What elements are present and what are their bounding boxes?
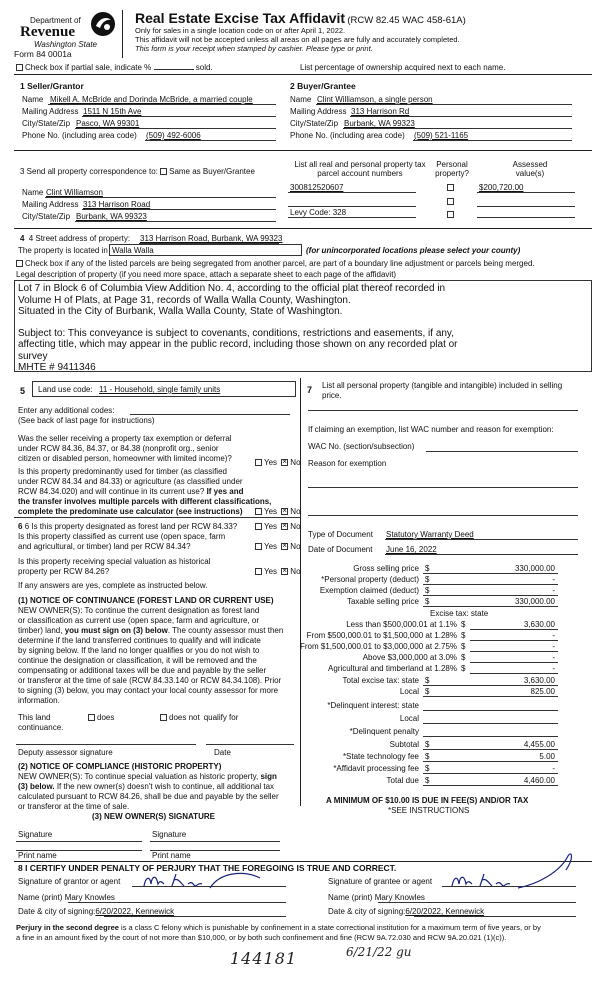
handwritten-date: 6/21/22 gu bbox=[346, 945, 412, 959]
subtitle-3: This form is your receipt when stamped by cashier. Please type or print. bbox=[135, 44, 373, 53]
street-address-label: 4 Street address of property: bbox=[28, 234, 131, 243]
does-not-option: does not qualify for bbox=[160, 713, 238, 722]
exemption-deduct-cur: $ bbox=[425, 586, 430, 595]
total-state-label: Total excise tax: state bbox=[342, 676, 419, 685]
tier2-value[interactable]: - bbox=[552, 631, 555, 640]
timber-q-line3: RCW 84.34.020) and will continue in its current use? If yes and bbox=[18, 487, 244, 496]
form-title bbox=[135, 10, 466, 27]
buyer-city-label: City/State/Zip bbox=[290, 119, 339, 128]
local-tax-label: Local bbox=[399, 687, 419, 696]
exemption-deduct-value[interactable]: - bbox=[552, 586, 555, 595]
exemption-q-line3: citizen or disabled person, homeowner with limited income)? bbox=[18, 454, 232, 463]
seller-address-label: Mailing Address bbox=[22, 107, 79, 116]
exemption-q-line2: under RCW 84.36, 84.37, or 84.38 (nonprofit org., senior bbox=[18, 444, 219, 453]
notice1-line8: or transferor at the time of sale (RCW 84.33.140 or RCW 84.34.108). Prior bbox=[18, 676, 282, 685]
tech-fee-value[interactable]: 5.00 bbox=[539, 752, 555, 761]
delinquent-penalty-label: *Delinquent penalty bbox=[349, 727, 419, 736]
seller-phone-label: Phone No. (including area code) bbox=[22, 131, 137, 140]
total-state-value[interactable]: 3,630.00 bbox=[523, 676, 555, 685]
legal-line-3: Situated in the City of Burbank, Walla Walla County, State of Washington. bbox=[18, 306, 343, 317]
legal-line-7: MHTE # 9411346 bbox=[18, 362, 96, 373]
personal-property-col-header: Personal property? bbox=[435, 160, 469, 179]
tier4-label: Above $3,000,000 at 3.0% bbox=[362, 653, 457, 662]
taxable-price-cur: $ bbox=[425, 597, 430, 606]
historic-q-line1: Is this property receiving special valuation as historical bbox=[18, 557, 211, 566]
personal-deduct-value[interactable]: - bbox=[552, 575, 555, 584]
assessed-value-1[interactable]: $200,720.00 bbox=[479, 183, 524, 192]
tier3-value[interactable]: - bbox=[552, 642, 555, 651]
exemption-reason-label: Reason for exemption bbox=[308, 459, 387, 468]
section5-number: 5 bbox=[20, 386, 26, 396]
exemption-deduct-label: Exemption claimed (deduct) bbox=[319, 586, 419, 595]
located-in-label: The property is located in bbox=[18, 246, 108, 255]
logo-revenue: Revenue bbox=[20, 24, 75, 40]
grantee-signature[interactable] bbox=[448, 848, 588, 892]
taxable-price-value[interactable]: 330,000.00 bbox=[514, 597, 555, 606]
personal-property-checkbox-2[interactable] bbox=[447, 198, 454, 205]
partial-sale-checkbox[interactable] bbox=[16, 64, 23, 71]
form-number: Form 84 0001a bbox=[14, 49, 72, 59]
timber-q-line5: complete the predominate use calculator (see instructions) bbox=[18, 507, 243, 516]
forest-q-yesno: Yes × No bbox=[255, 522, 301, 531]
seller-phone[interactable]: (509) 492-6006 bbox=[146, 131, 201, 140]
legal-description-box[interactable] bbox=[14, 280, 592, 372]
subtitle-1: Only for sales in a single location code on or after April 1, 2022. bbox=[135, 26, 346, 35]
exemption-q-yesno: Yes × No bbox=[255, 458, 301, 467]
correspondence-label: 3 Send all property correspondence to: bbox=[20, 167, 158, 176]
legal-description-label: Legal description of property (if you need more space, attach a separate sheet to each page of the affidavit) bbox=[16, 270, 397, 279]
personal-property-line1: List all personal property (tangible and intangible) included in selling bbox=[322, 381, 563, 390]
affidavit-fee-label: *Affidavit processing fee bbox=[333, 764, 419, 773]
partial-sale-sold: sold. bbox=[195, 63, 213, 72]
personal-deduct-label: *Personal property (deduct) bbox=[321, 575, 419, 584]
current-use-q-line1: Is this property classified as current use (open space, farm bbox=[18, 532, 226, 541]
current-use-yes-checkbox[interactable] bbox=[255, 543, 262, 550]
timber-yes-checkbox[interactable] bbox=[255, 508, 262, 515]
owner-print-name-label-1: Print name bbox=[18, 851, 57, 860]
does-not-checkbox[interactable] bbox=[160, 714, 167, 721]
tier5-value[interactable]: - bbox=[552, 664, 555, 673]
tier3-label: From $1,500,000.01 to $3,000,000 at 2.75% bbox=[300, 642, 458, 651]
corr-city[interactable]: Burbank, WA 99323 bbox=[76, 212, 147, 221]
gross-price-value[interactable]: 330,000.00 bbox=[514, 564, 555, 573]
grantor-name[interactable]: Mary Knowles bbox=[64, 893, 115, 902]
this-land-label: This land bbox=[18, 713, 51, 722]
logo-washington: Washington State bbox=[34, 40, 98, 49]
buyer-phone-label: Phone No. (including area code) bbox=[290, 131, 405, 140]
grantee-date-city[interactable]: 6/20/2022, Kennewick bbox=[405, 907, 485, 916]
historic-q-yesno: Yes × No bbox=[255, 567, 301, 576]
corr-name-label: Name bbox=[22, 188, 44, 197]
segregated-row bbox=[16, 259, 535, 268]
deputy-date-label: Date bbox=[214, 748, 231, 757]
forest-no-checkbox[interactable] bbox=[281, 523, 288, 530]
county-select[interactable] bbox=[109, 244, 302, 256]
land-use-code[interactable]: 11 - Household, single family units bbox=[99, 385, 221, 394]
notice2-line4: or transferor at the time of sale. bbox=[18, 802, 130, 811]
current-use-no-checkbox[interactable] bbox=[281, 543, 288, 550]
legal-line-4: Subject to: This conveyance is subject to covenants, conditions, restrictions and easements, if any, bbox=[18, 327, 454, 339]
notice1-line3: timber) land, you must sign on (3) below. The county assessor must then bbox=[18, 626, 284, 635]
notice1-line6: continue the designation or classification, it will be removed and the bbox=[18, 656, 257, 665]
subtotal-label: Subtotal bbox=[389, 740, 419, 749]
notice1-line7: compensating or additional taxes will be due and payable by the seller bbox=[18, 666, 267, 675]
timber-q-line2: under RCW 84.34 and 84.33) or agriculture (as classified under bbox=[18, 477, 243, 486]
same-as-buyer-checkbox[interactable] bbox=[160, 168, 167, 175]
corr-city-label: City/State/Zip bbox=[22, 212, 71, 221]
additional-codes-label: Enter any additional codes: bbox=[18, 406, 115, 415]
notice-compliance-title: (2) NOTICE OF COMPLIANCE (HISTORIC PROPERTY) bbox=[18, 762, 222, 771]
excise-state-label: Excise tax: state bbox=[430, 609, 489, 618]
tier1-value[interactable]: 3,630.00 bbox=[523, 620, 555, 629]
segregated-checkbox[interactable] bbox=[16, 260, 23, 267]
washington-logo-icon bbox=[90, 10, 116, 40]
forest-q: 6 6 Is this property designated as forest land per RCW 84.33? bbox=[18, 522, 238, 531]
partial-sale-row bbox=[16, 63, 213, 72]
grantee-name[interactable]: Mary Knowles bbox=[374, 893, 425, 902]
tier5-label: Agricultural and timberland at 1.28% bbox=[328, 664, 457, 673]
buyer-phone[interactable]: (509) 521-1165 bbox=[414, 131, 469, 140]
land-use-box[interactable] bbox=[32, 381, 296, 397]
exemption-claim-label: If claiming an exemption, list WAC number and reason for exemption: bbox=[308, 425, 554, 434]
buyer-name[interactable]: Clint Williamson, a single person bbox=[317, 95, 433, 104]
tech-fee-label: *State technology fee bbox=[342, 752, 419, 761]
see-instructions-note: *SEE INSTRUCTIONS bbox=[388, 806, 470, 815]
seller-name[interactable]: Mikell A. McBride and Dorinda McBride, a married couple bbox=[50, 95, 253, 104]
new-owner-signature-title: (3) NEW OWNER(S) SIGNATURE bbox=[92, 812, 215, 821]
subtitle-2: This affidavit will not be accepted unless all areas on all pages are fully and accurately completed. bbox=[135, 35, 460, 44]
timber-no-checkbox[interactable] bbox=[281, 508, 288, 515]
taxable-price-label: Taxable selling price bbox=[346, 597, 419, 606]
street-address[interactable]: 313 Harrison Road, Burbank, WA 99323 bbox=[140, 234, 283, 243]
notice-continuance-title: (1) NOTICE OF CONTINUANCE (FOREST LAND OR CURRENT USE) bbox=[18, 596, 274, 605]
title-ref: (RCW 82.45 WAC 458-61A) bbox=[347, 15, 466, 26]
grantee-name-row: Name (print) Mary Knowles bbox=[328, 893, 425, 902]
notice1-line2: or classification as current use (open space, farm and agriculture, or bbox=[18, 616, 260, 625]
delinquent-state-label: *Delinquent interest: state bbox=[327, 701, 419, 710]
delinquent-local-label: Local bbox=[399, 714, 419, 723]
seller-address[interactable]: 1511 N 15th Ave bbox=[83, 107, 142, 116]
historic-no-checkbox[interactable] bbox=[281, 568, 288, 575]
doc-type-label: Type of Document bbox=[308, 530, 373, 539]
section7-number: 7 bbox=[307, 385, 313, 395]
notice2-line3: calculated pursuant to RCW 84.26, shall be due and payable by the seller bbox=[18, 792, 279, 801]
seller-heading: 1 Seller/Grantor bbox=[20, 81, 84, 91]
see-back-label: (See back of last page for instructions) bbox=[18, 416, 155, 425]
grantee-signature-label: Signature of grantee or agent bbox=[328, 877, 433, 886]
legal-line-5: affecting title, which may appear in the public record, including those shown on any recorded plat or bbox=[18, 339, 458, 350]
gross-price-label: Gross selling price bbox=[353, 564, 419, 573]
legal-line-2: Volume H of Plats, at Page 31, records of Walla Walla County, Washington. bbox=[18, 294, 351, 306]
same-as-buyer-label: Same as Buyer/Grantee bbox=[169, 167, 255, 176]
segregated-label: Check box if any of the listed parcels are being segregated from another parcel, are part of a boundary line adjustment or parcels being merged. bbox=[25, 259, 535, 268]
assessed-value-col-header: Assessed value(s) bbox=[512, 160, 548, 179]
continuance-label: continuance. bbox=[18, 723, 64, 732]
doc-date-label: Date of Document bbox=[308, 545, 373, 554]
notice1-line5: by signing below. If the land no longer qualifies or you do not wish to bbox=[18, 646, 260, 655]
grantor-date-city[interactable]: 6/20/2022, Kennewick bbox=[95, 907, 175, 916]
ownership-percentage-note: List percentage of ownership acquired next to each name. bbox=[300, 63, 506, 72]
local-tax-value[interactable]: 825.00 bbox=[530, 687, 555, 696]
county-value: Walla Walla bbox=[112, 246, 154, 255]
legal-line-6: survey bbox=[18, 350, 48, 362]
current-use-q-line2: and agricultural, or timber) land per RCW 84.34? bbox=[18, 542, 191, 551]
logo-department: Department of bbox=[30, 16, 81, 25]
buyer-heading: 2 Buyer/Grantee bbox=[290, 81, 356, 91]
buyer-name-label: Name bbox=[290, 95, 312, 104]
perjury-line2: a fine in an amount fixed by the court of not more than $10,000, or by both such confinement and fine (RCW 9A.72.030 and RCW 9A.20.021 (1)(c)). bbox=[16, 933, 507, 942]
owner-signature-label-1: Signature bbox=[18, 830, 53, 839]
tier4-value[interactable]: - bbox=[552, 653, 555, 662]
timber-q-line4: the transfer involves multiple parcels with different classifications, bbox=[18, 497, 272, 506]
notice1-line4: determine if the land transferred continues to qualify and will indicate bbox=[18, 636, 261, 645]
seller-city[interactable]: Pasco, WA 99301 bbox=[76, 119, 140, 128]
affidavit-fee-value[interactable]: - bbox=[552, 764, 555, 773]
forest-yes-checkbox[interactable] bbox=[255, 523, 262, 530]
buyer-address[interactable]: 313 Harrison Rd bbox=[351, 107, 410, 116]
notice1-line9: to signing (3) below, you may contact your local county assessor for more bbox=[18, 686, 279, 695]
legal-line-1: Lot 7 in Block 6 of Columbia View Addition No. 4, according to the official plat thereof recorded in bbox=[18, 283, 446, 294]
partial-sale-percent[interactable] bbox=[154, 69, 194, 70]
personal-property-checkbox-3[interactable] bbox=[447, 211, 454, 218]
corr-address[interactable]: 313 Harrison Road bbox=[83, 200, 151, 209]
grantor-date-row: Date & city of signing:6/20/2022, Kennewick bbox=[18, 907, 175, 916]
street-address-row: 4 4 Street address of property: bbox=[20, 234, 131, 243]
owner-print-name-label-2: Print name bbox=[152, 851, 191, 860]
grantor-name-row: Name (print) Mary Knowles bbox=[18, 893, 115, 902]
parcel-col-header: List all real and personal property tax parcel account numbers bbox=[294, 160, 426, 179]
notice2-line1: NEW OWNER(S): To continue special valuation as historic property, sign bbox=[18, 772, 277, 781]
current-use-q-yesno: Yes × No bbox=[255, 542, 301, 551]
land-use-label: Land use code: bbox=[38, 385, 93, 394]
corr-address-label: Mailing Address bbox=[22, 200, 79, 209]
timber-q-yesno: Yes × No bbox=[255, 507, 301, 516]
notice2-line2: (3) below. If the new owner(s) doesn't wish to continue, all additional tax bbox=[18, 782, 275, 791]
buyer-city[interactable]: Burbank, WA 99323 bbox=[344, 119, 415, 128]
notice1-line10: information. bbox=[18, 696, 60, 705]
tier2-label: From $500,000.01 to $1,500,000 at 1.28% bbox=[306, 631, 457, 640]
gross-price-cur: $ bbox=[425, 564, 430, 573]
exemption-q-line1: Was the seller receiving a property tax exemption or deferral bbox=[18, 434, 232, 443]
total-due-value[interactable]: 4,460.00 bbox=[523, 776, 555, 785]
perjury-line1: Perjury in the second degree is a class C felony which is punishable by confinement in a state correctional institution for a maximum term of five years, or by bbox=[16, 923, 541, 932]
levy-code[interactable]: Levy Code: 328 bbox=[290, 208, 347, 217]
personal-property-line2: price. bbox=[322, 391, 342, 400]
grantor-signature-label: Signature of grantor or agent bbox=[18, 877, 121, 886]
does-option: does bbox=[88, 713, 114, 722]
historic-yes-checkbox[interactable] bbox=[255, 568, 262, 575]
partial-sale-label: Check box if partial sale, indicate % bbox=[25, 63, 152, 72]
minimum-due-note: A MINIMUM OF $10.00 IS DUE IN FEE(S) AND/OR TAX bbox=[326, 796, 529, 805]
notice1-line1: NEW OWNER(S): To continue the current designation as forest land bbox=[18, 606, 260, 615]
doc-date[interactable]: June 16, 2022 bbox=[386, 545, 437, 554]
seller-name-label: Name bbox=[22, 95, 44, 104]
personal-property-checkbox-1[interactable] bbox=[447, 184, 454, 191]
grantor-signature[interactable] bbox=[140, 868, 280, 892]
correspondence-heading bbox=[20, 167, 255, 176]
doc-type[interactable]: Statutory Warranty Deed bbox=[386, 530, 474, 539]
historic-q-line2: property per RCW 84.26? bbox=[18, 567, 110, 576]
certify-statement: 8 I CERTIFY UNDER PENALTY OF PERJURY THAT THE FOREGOING IS TRUE AND CORRECT. bbox=[18, 863, 397, 873]
handwritten-receipt-number: 144181 bbox=[230, 949, 298, 968]
exemption-yes-checkbox[interactable] bbox=[255, 459, 262, 466]
does-checkbox[interactable] bbox=[88, 714, 95, 721]
timber-q-line1: Is this property predominantly used for timber (as classified bbox=[18, 467, 227, 476]
exemption-no-checkbox[interactable] bbox=[281, 459, 288, 466]
wac-label: WAC No. (section/subsection) bbox=[308, 442, 415, 451]
buyer-address-label: Mailing Address bbox=[290, 107, 347, 116]
tier1-label: Less than $500,000.01 at 1.1% bbox=[346, 620, 457, 629]
total-due-label: Total due bbox=[386, 776, 419, 785]
owner-signature-label-2: Signature bbox=[152, 830, 187, 839]
personal-deduct-cur: $ bbox=[425, 575, 430, 584]
if-yes-instructions: If any answers are yes, complete as instructed below. bbox=[18, 581, 208, 590]
county-note: (for unincorporated locations please select your county) bbox=[306, 246, 521, 255]
parcel-number-1[interactable]: 300812520607 bbox=[290, 183, 344, 192]
subtotal-value[interactable]: 4,455.00 bbox=[523, 740, 555, 749]
deputy-signature-label: Deputy assessor signature bbox=[18, 748, 113, 757]
seller-city-label: City/State/Zip bbox=[22, 119, 71, 128]
title-main: Real Estate Excise Tax Affidavit bbox=[135, 10, 346, 26]
grantee-date-row: Date & city of signing:6/20/2022, Kennewick bbox=[328, 907, 485, 916]
corr-name[interactable]: Clint Williamson bbox=[46, 188, 103, 197]
